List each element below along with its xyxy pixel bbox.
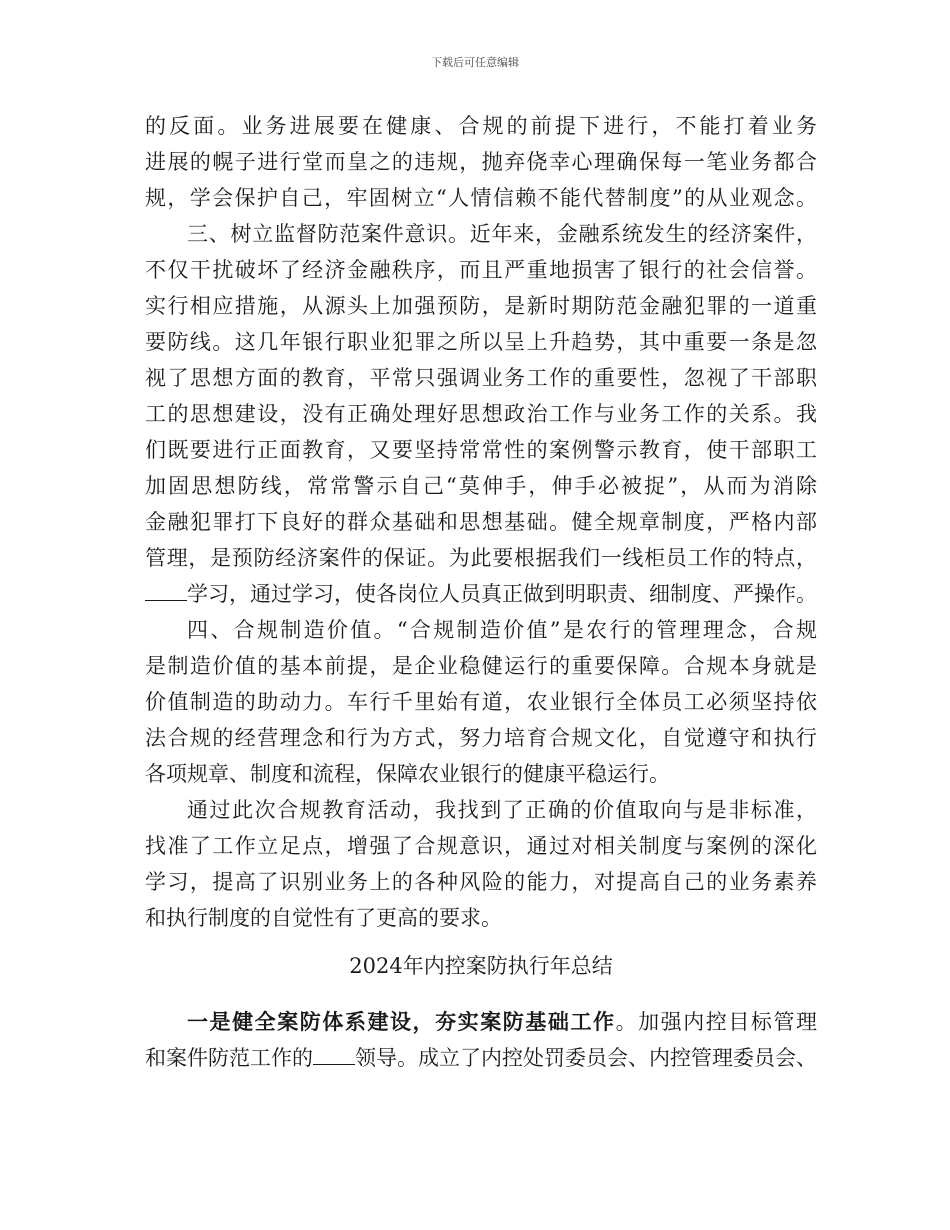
section-title: 2024年内控案防执行年总结 (349, 954, 613, 978)
text-line: 要防线。这几年银行职业犯罪之所以呈上升趋势，其中重要一条是忽 (145, 330, 817, 354)
text-line: 进展的幌子进行堂而皇之的违规，抛弃侥幸心理确保每一笔业务都合 (145, 150, 817, 174)
paragraph-2 (145, 216, 817, 612)
text-line: 找准了工作立足点，增强了合规意识，通过对相关制度与案例的深化 (145, 834, 817, 858)
page-header-note: 下载后可任意编辑 (431, 56, 519, 69)
text-fragment: 学习，通过学习，使各岗位人员真正做到明职责、细制度、严操作。 (187, 582, 817, 606)
document-body (145, 108, 817, 1076)
text-fragment: 领导。成立了内控处罚委员会、内控管理委员会、 (355, 1046, 817, 1070)
text-line (145, 576, 817, 612)
text-fragment: 。加强内控目标管理 (615, 1010, 818, 1034)
text-line: 不仅干扰破坏了经济金融秩序，而且严重地损害了银行的社会信誉。 (145, 258, 817, 282)
paragraph-4 (145, 792, 817, 936)
text-line: 各项规章、制度和流程，保障农业银行的健康平稳运行。 (145, 762, 670, 786)
text-line: 三、树立监督防范案件意识。近年来，金融系统发生的经济案件， (187, 222, 817, 246)
text-line: 们既要进行正面教育，又要坚持常常性的案例警示教育，使干部职工 (145, 438, 817, 462)
text-line: 管理，是预防经济案件的保证。为此要根据我们一线柜员工作的特点， (145, 546, 817, 570)
text-line (145, 1004, 817, 1040)
text-line: 四、合规制造价值。“合规制造价值”是农行的管理理念，合规 (187, 618, 817, 642)
text-line: 是制造价值的基本前提，是企业稳健运行的重要保障。合规本身就是 (145, 654, 817, 678)
text-line: 价值制造的助动力。车行千里始有道，农业银行全体员工必须坚持依 (145, 690, 817, 714)
text-line: 金融犯罪打下良好的群众基础和思想基础。健全规章制度，严格内部 (145, 510, 817, 534)
text-line: 学习，提高了识别业务上的各种风险的能力，对提高自己的业务素养 (145, 870, 817, 894)
text-fragment: 和案件防范工作的 (145, 1046, 313, 1070)
text-line: 加固思想防线，常常警示自己“莫伸手，伸手必被捉”，从而为消除 (145, 474, 817, 498)
paragraph-5 (145, 1004, 817, 1076)
text-line (145, 1040, 817, 1076)
text-line: 规，学会保护自己，牢固树立“人情信赖不能代替制度”的从业观念。 (145, 186, 817, 210)
text-line: 工的思想建设，没有正确处理好思想政治工作与业务工作的关系。我 (145, 402, 817, 426)
text-line: 视了思想方面的教育，平常只强调业务工作的重要性，忽视了干部职 (145, 366, 817, 390)
bold-lead-text: 一是健全案防体系建设，夯实案防基础工作 (187, 1009, 616, 1034)
fill-blank (145, 582, 187, 601)
text-line: 通过此次合规教育活动，我找到了正确的价值取向与是非标准， (187, 798, 817, 822)
text-line: 和执行制度的自觉性有了更高的要求。 (145, 906, 502, 930)
paragraph-1 (145, 108, 817, 216)
text-line: 的反面。业务进展要在健康、合规的前提下进行，不能打着业务 (145, 114, 817, 138)
paragraph-3 (145, 612, 817, 792)
fill-blank (313, 1046, 355, 1065)
text-line: 法合规的经营理念和行为方式，努力培育合规文化，自觉遵守和执行 (145, 726, 817, 750)
section-spacer (145, 936, 817, 948)
text-line: 实行相应措施，从源头上加强预防，是新时期防范金融犯罪的一道重 (145, 294, 817, 318)
